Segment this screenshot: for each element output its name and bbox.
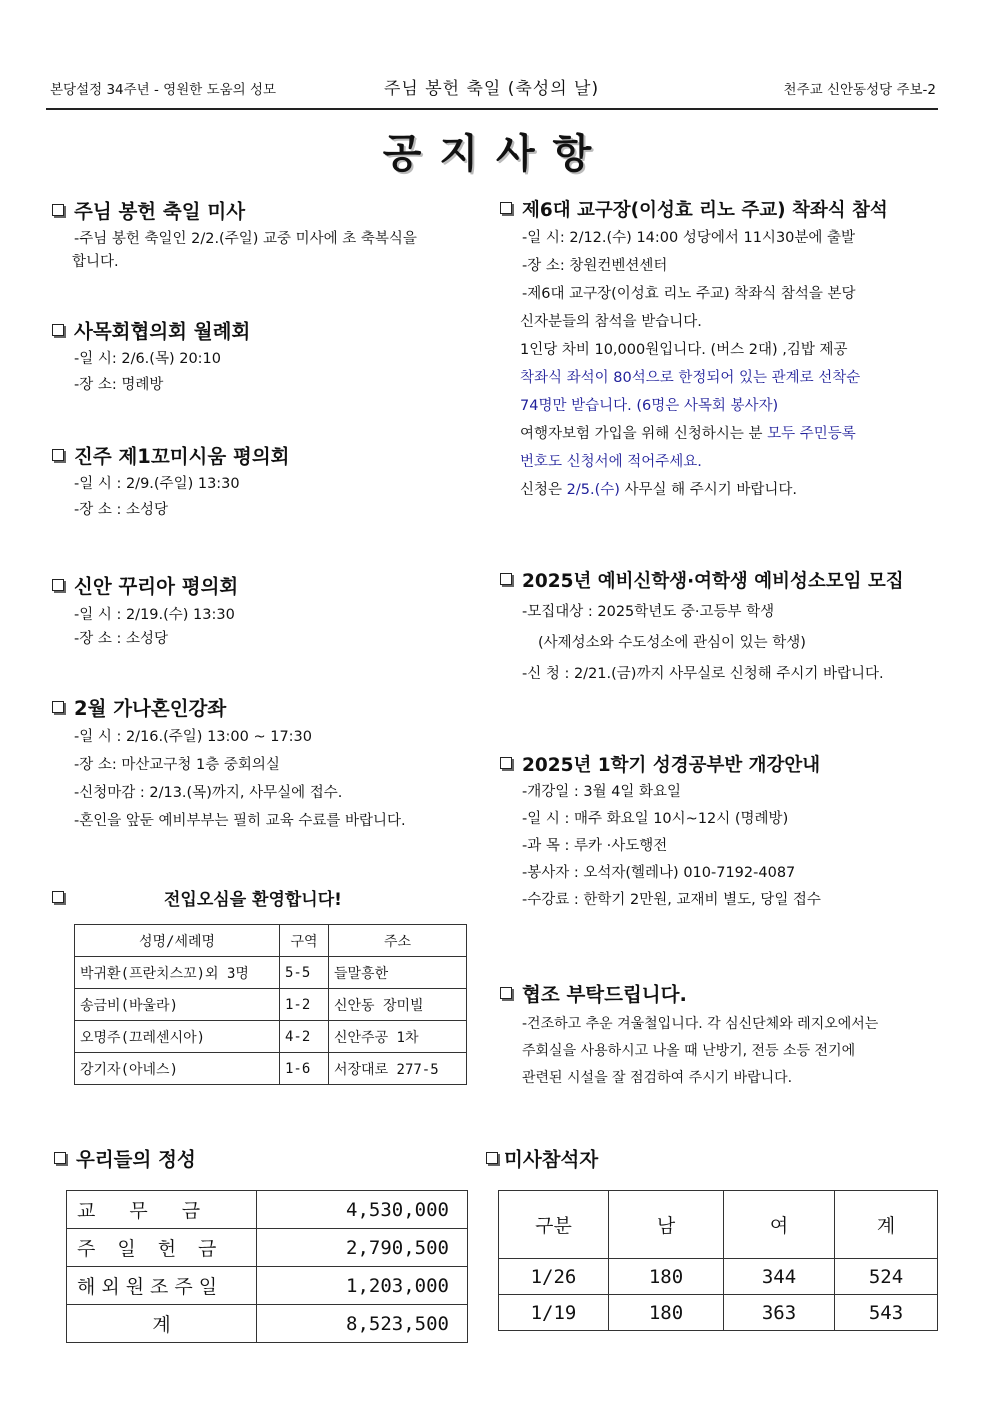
notice-line-highlight: 74명만 받습니다. (6명은 사목회 봉사자) <box>520 398 779 414</box>
checkbox-bullet-icon <box>52 891 64 903</box>
table-row <box>67 1191 468 1229</box>
cell-address: 들말흥한 <box>329 957 467 989</box>
checkbox-bullet-icon <box>52 324 64 336</box>
notice-title: 진주 제1꼬미시움 평의회 <box>74 445 290 468</box>
checkbox-bullet-icon <box>52 449 64 461</box>
notice-title: 사목회협의회 월례회 <box>74 320 251 343</box>
notice-line: -건조하고 추운 겨울철입니다. 각 심신단체와 레지오에서는 <box>522 1016 879 1032</box>
notice-pastoral-council <box>52 316 250 398</box>
checkbox-bullet-icon <box>486 1152 498 1164</box>
column-header: 남 <box>609 1191 724 1259</box>
header-right: 천주교 신안동성당 주보-2 <box>783 82 936 98</box>
table-row <box>75 957 467 989</box>
newcomers-title: 전입오심을 환영합니다! <box>164 890 342 910</box>
notice-line: 합니다. <box>72 254 119 270</box>
notice-title: 신안 꾸리아 평의회 <box>74 575 239 598</box>
notice-line: -일 시 : 2/19.(수) 13:30 <box>74 607 235 623</box>
notice-line: -수강료 : 한학기 2만원, 교재비 별도, 당일 접수 <box>522 892 821 908</box>
table-row <box>75 989 467 1021</box>
page-title: 공지사항 <box>382 131 610 177</box>
newcomers-table <box>74 924 467 1085</box>
table-row <box>75 1053 467 1085</box>
offering-table <box>66 1190 468 1343</box>
notice-text-highlight: 모두 주민등록 <box>767 426 856 442</box>
notice-line: -봉사자 : 오석자(헬레나) 010-7192-4087 <box>522 865 796 881</box>
cell-address: 서장대로 277-5 <box>329 1053 467 1085</box>
notice-line-highlight: 번호도 신청서에 적어주세요. <box>520 454 702 470</box>
cell-name: 송금비(바울라) <box>75 989 280 1021</box>
offering-amount: 1,203,000 <box>257 1267 468 1305</box>
offering-section <box>54 1144 196 1172</box>
header-left: 본당설정 34주년 - 영원한 도움의 성모 <box>50 82 277 98</box>
page-header <box>46 70 938 110</box>
header-center: 주님 봉헌 축일 (축성의 날) <box>384 79 600 99</box>
notice-text: 신청은 <box>520 482 567 498</box>
table-header-row <box>499 1191 938 1259</box>
notice-line: 1인당 차비 10,000원입니다. (버스 2대) ,김밥 제공 <box>520 342 848 358</box>
notice-line: -장 소 : 소성당 <box>74 502 168 518</box>
checkbox-bullet-icon <box>500 987 512 999</box>
offering-title: 우리들의 정성 <box>76 1148 196 1171</box>
table-row <box>499 1295 938 1331</box>
notice-line: -혼인을 앞둔 예비부부는 필히 교육 수료를 바랍니다. <box>74 813 406 829</box>
cell-name: 박귀환(프란치스꼬)외 3명 <box>75 957 280 989</box>
cell-name: 오명주(끄레센시아) <box>75 1021 280 1053</box>
notice-seminary <box>500 567 904 690</box>
offering-label: 해외원조주일 <box>67 1267 257 1305</box>
offering-amount: 4,530,000 <box>257 1191 468 1229</box>
cell-address: 신안동 장미빌 <box>329 989 467 1021</box>
notice-bishop-installation <box>500 196 888 504</box>
table-row <box>67 1305 468 1343</box>
notice-title: 2025년 1학기 성경공부반 개강안내 <box>522 755 821 776</box>
notice-line: -과 목 : 루카 ·사도행전 <box>522 838 668 854</box>
cell-zone: 5-5 <box>280 957 329 989</box>
cell-date: 1/19 <box>499 1295 609 1331</box>
cell-total: 524 <box>835 1259 938 1295</box>
cell-female: 363 <box>724 1295 835 1331</box>
table-row <box>499 1259 938 1295</box>
notice-line: -주님 봉헌 축일인 2/2.(주일) 교중 미사에 초 축복식을 <box>74 231 417 247</box>
notice-line: -일 시 : 2/9.(주일) 13:30 <box>74 476 240 492</box>
notice-line: -개강일 : 3월 4일 화요일 <box>522 784 682 800</box>
checkbox-bullet-icon <box>500 573 512 585</box>
cell-female: 344 <box>724 1259 835 1295</box>
notice-title: 제6대 교구장(이성효 리노 주교) 착좌식 참석 <box>522 200 888 221</box>
checkbox-bullet-icon <box>52 579 64 591</box>
newcomers-section <box>52 885 342 910</box>
notice-line-highlight: 착좌식 좌석이 80석으로 한정되어 있는 관계로 선착순 <box>520 370 861 386</box>
notice-line: -장 소: 창원컨벤션센터 <box>522 258 668 274</box>
notice-line: 관련된 시설을 잘 점검하여 주시기 바랍니다. <box>522 1070 793 1086</box>
column-header: 성명/세례명 <box>75 925 280 957</box>
cell-male: 180 <box>609 1259 724 1295</box>
table-row <box>75 1021 467 1053</box>
notice-line: -신 청 : 2/21.(금)까지 사무실로 신청해 주시기 바랍니다. <box>522 666 884 682</box>
notice-title: 2월 가나혼인강좌 <box>74 697 227 720</box>
notice-line: -장 소 : 소성당 <box>74 631 168 647</box>
attendance-title: 미사참석자 <box>504 1148 599 1171</box>
notice-cooperation <box>500 979 878 1092</box>
checkbox-bullet-icon <box>54 1152 66 1164</box>
notice-line: -신청마감 : 2/13.(목)까지, 사무실에 접수. <box>74 785 343 801</box>
offering-label: 교무금 <box>67 1191 257 1229</box>
offering-amount: 2,790,500 <box>257 1229 468 1267</box>
notice-text: 여행자보험 가입을 위해 신청하시는 분 <box>520 426 768 442</box>
notice-title: 주님 봉헌 축일 미사 <box>74 200 246 223</box>
notice-feast-mass <box>52 196 417 274</box>
column-header: 구역 <box>280 925 329 957</box>
cell-zone: 1-2 <box>280 989 329 1021</box>
checkbox-bullet-icon <box>52 701 64 713</box>
notice-bible-study <box>500 751 821 914</box>
cell-zone: 4-2 <box>280 1021 329 1053</box>
offering-label: 계 <box>67 1305 257 1343</box>
notice-line: -일 시 : 매주 화요일 10시~12시 (명례방) <box>522 811 789 827</box>
cell-male: 180 <box>609 1295 724 1331</box>
checkbox-bullet-icon <box>52 204 64 216</box>
cell-name: 강기자(아네스) <box>75 1053 280 1085</box>
column-header: 주소 <box>329 925 467 957</box>
checkbox-bullet-icon <box>500 757 512 769</box>
attendance-section <box>486 1144 598 1172</box>
attendance-table <box>498 1190 938 1331</box>
notice-curia <box>52 571 238 651</box>
table-header-row <box>75 925 467 957</box>
column-header: 구분 <box>499 1191 609 1259</box>
notice-line: -모집대상 : 2025학년도 중·고등부 학생 <box>522 604 775 620</box>
notice-line: -일 시 : 2/16.(주일) 13:00 ~ 17:30 <box>74 729 313 745</box>
checkbox-bullet-icon <box>500 202 512 214</box>
column-header: 여 <box>724 1191 835 1259</box>
notice-line: -일 시: 2/6.(목) 20:10 <box>74 351 222 367</box>
cell-zone: 1-6 <box>280 1053 329 1085</box>
notice-marriage-course <box>52 693 406 835</box>
offering-amount: 8,523,500 <box>257 1305 468 1343</box>
notice-line: -장 소: 마산교구청 1층 중회의실 <box>74 757 280 773</box>
table-row <box>67 1267 468 1305</box>
notice-line: -장 소: 명례방 <box>74 377 164 393</box>
notice-line: -제6대 교구장(이성효 리노 주교) 착좌식 참석을 본당 <box>522 286 856 302</box>
cell-total: 543 <box>835 1295 938 1331</box>
notice-line: 주회실을 사용하시고 나올 때 난방기, 전등 소등 전기에 <box>522 1043 856 1059</box>
notice-line: -일 시: 2/12.(수) 14:00 성당에서 11시30분에 출발 <box>522 230 856 246</box>
table-row <box>67 1229 468 1267</box>
column-header: 계 <box>835 1191 938 1259</box>
notice-line: 신자분들의 참석을 받습니다. <box>520 314 702 330</box>
notice-line: (사제성소와 수도성소에 관심이 있는 학생) <box>538 635 806 651</box>
notice-title: 협조 부탁드립니다. <box>522 983 687 1006</box>
notice-text-highlight: 2/5.(수) <box>566 482 620 498</box>
offering-label: 주일헌금 <box>67 1229 257 1267</box>
cell-address: 신안주공 1차 <box>329 1021 467 1053</box>
notice-comitium <box>52 441 290 523</box>
notice-title: 2025년 예비신학생·여학생 예비성소모임 모집 <box>522 571 904 592</box>
notice-text: 사무실 해 주시기 바랍니다. <box>619 482 798 498</box>
cell-date: 1/26 <box>499 1259 609 1295</box>
